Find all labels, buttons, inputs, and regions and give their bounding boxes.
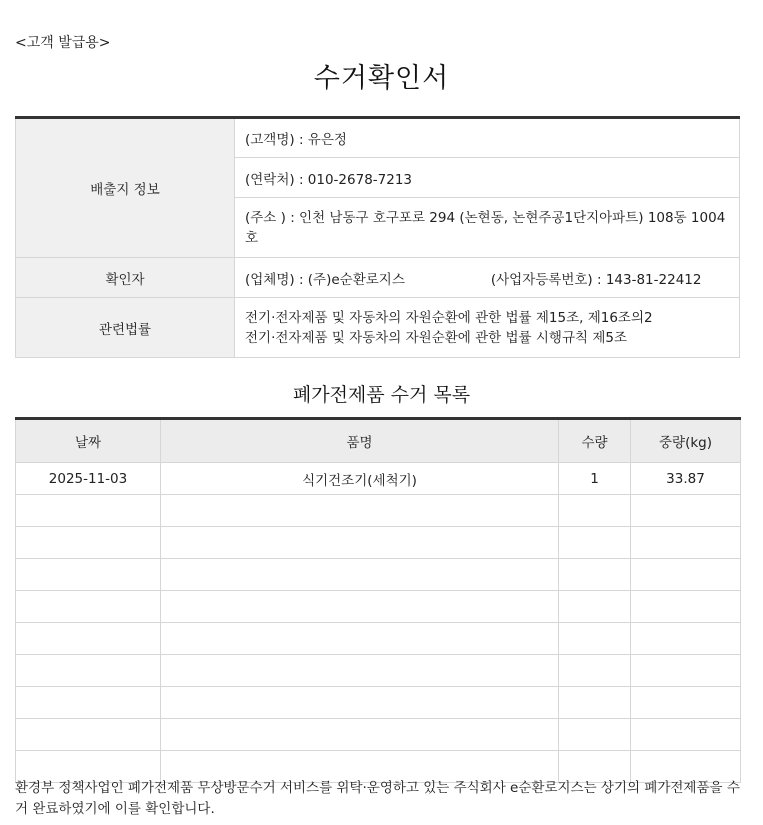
item-cell: [161, 719, 559, 751]
quantity-cell: [559, 559, 631, 591]
company-name: (업체명) : (주)e순환로지스: [245, 271, 405, 288]
confirmer-header: 확인자: [16, 258, 235, 298]
column-header-quantity: 수량: [559, 419, 631, 463]
table-row: [16, 623, 741, 655]
column-header-weight: 중량(kg): [631, 419, 741, 463]
table-row: [16, 559, 741, 591]
weight-cell: [631, 623, 741, 655]
weight-cell: [631, 719, 741, 751]
info-table: [15, 116, 740, 358]
list-title: 폐가전제품 수거 목록: [292, 384, 471, 406]
weight-cell: 33.87: [631, 463, 741, 495]
quantity-cell: [559, 527, 631, 559]
item-cell: [161, 687, 559, 719]
item-cell: [161, 591, 559, 623]
quantity-cell: 1: [559, 463, 631, 495]
item-cell: [161, 495, 559, 527]
item-cell: [161, 655, 559, 687]
table-row: [16, 719, 741, 751]
table-row: [16, 495, 741, 527]
copy-label: <고객 발급용>: [15, 35, 111, 51]
item-cell: [161, 623, 559, 655]
quantity-cell: [559, 655, 631, 687]
table-row: [16, 687, 741, 719]
column-header-date: 날짜: [16, 419, 161, 463]
quantity-cell: [559, 623, 631, 655]
confirmer-info: [235, 258, 740, 298]
table-row: [16, 655, 741, 687]
pickup-list-table: [15, 417, 741, 783]
weight-cell: [631, 559, 741, 591]
customer-contact: (연락처) : 010-2678-7213: [235, 158, 740, 198]
date-cell: [16, 591, 161, 623]
date-cell: [16, 559, 161, 591]
quantity-cell: [559, 591, 631, 623]
customer-name: (고객명) : 유은정: [235, 118, 740, 158]
item-cell: 식기건조기(세척기): [161, 463, 559, 495]
weight-cell: [631, 655, 741, 687]
table-row: [16, 463, 741, 495]
date-cell: [16, 623, 161, 655]
pickup-info-header: 배출지 정보: [16, 118, 235, 258]
column-header-item: 품명: [161, 419, 559, 463]
date-cell: [16, 527, 161, 559]
table-row: [16, 527, 741, 559]
date-cell: [16, 655, 161, 687]
document-title: 수거확인서: [313, 63, 450, 94]
law-line-2: 전기·전자제품 및 자동차의 자원순환에 관한 법률 시행규칙 제5조: [245, 329, 627, 346]
date-cell: [16, 719, 161, 751]
item-cell: [161, 559, 559, 591]
date-cell: [16, 495, 161, 527]
item-cell: [161, 527, 559, 559]
weight-cell: [631, 495, 741, 527]
customer-address: (주소 ) : 인천 남동구 호구포로 294 (논현동, 논현주공1단지아파트) 108동 1004호: [235, 198, 740, 258]
quantity-cell: [559, 495, 631, 527]
law-header: 관련법률: [16, 298, 235, 358]
business-reg-no: (사업자등록번호) : 143-81-22412: [490, 271, 702, 288]
weight-cell: [631, 591, 741, 623]
quantity-cell: [559, 719, 631, 751]
table-row: [16, 591, 741, 623]
weight-cell: [631, 687, 741, 719]
date-cell: [16, 687, 161, 719]
law-text: [235, 298, 740, 358]
weight-cell: [631, 527, 741, 559]
date-cell: 2025-11-03: [16, 463, 161, 495]
confirmation-statement: 환경부 정책사업인 폐가전제품 무상방문수거 서비스를 위탁·운영하고 있는 주식회사 e순환로지스는 상기의 폐가전제품을 수거 완료하였기에 이를 확인합니다.: [15, 780, 740, 817]
law-line-1: 전기·전자제품 및 자동차의 자원순환에 관한 법률 제15조, 제16조의2: [245, 309, 653, 326]
quantity-cell: [559, 687, 631, 719]
